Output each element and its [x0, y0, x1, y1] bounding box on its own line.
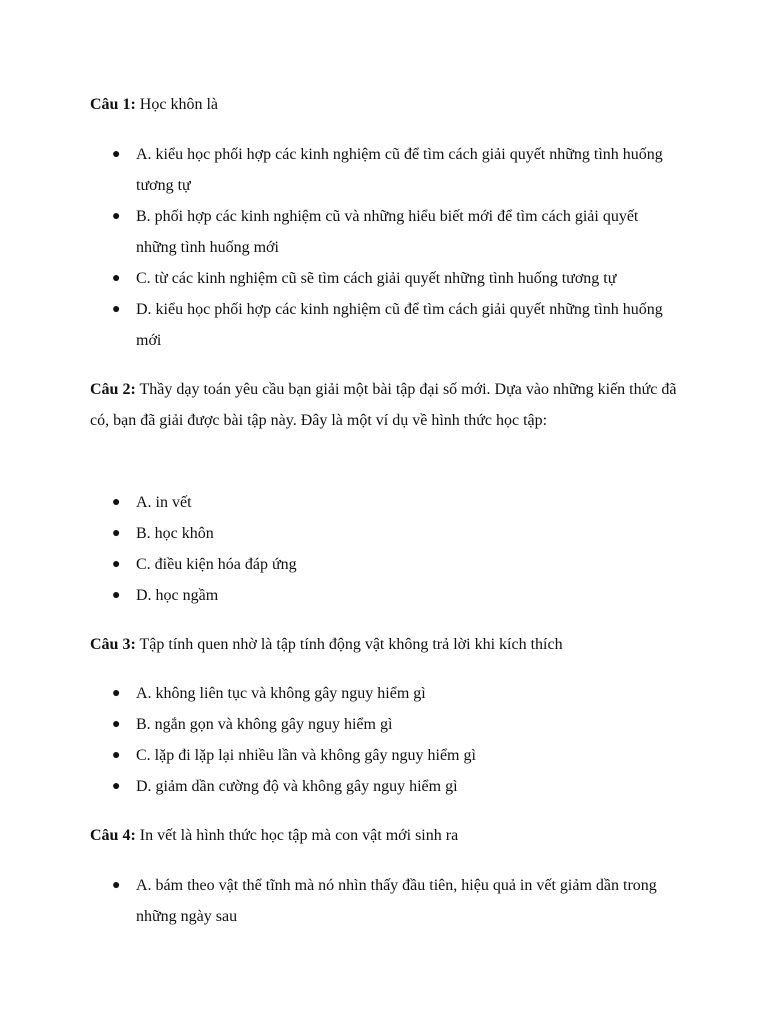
- bullet-icon: ●: [112, 526, 121, 541]
- question-2: [90, 374, 680, 436]
- option-text: A. in vết: [136, 494, 192, 511]
- option-4a: [90, 870, 680, 932]
- bullet-icon: ●: [112, 495, 121, 510]
- bullet-icon: ●: [112, 748, 121, 763]
- bullet-icon: ●: [112, 717, 121, 732]
- question-1-label: Câu 1:: [90, 96, 136, 113]
- bullet-icon: ●: [112, 779, 121, 794]
- option-2a: [90, 487, 680, 518]
- question-3-label: Câu 3:: [90, 636, 136, 653]
- option-text: B. ngắn gọn và không gây nguy hiểm gì: [136, 716, 393, 733]
- bullet-icon: ●: [112, 588, 121, 603]
- question-1: [90, 89, 680, 120]
- option-2c: [90, 549, 680, 580]
- question-4-label: Câu 4:: [90, 827, 136, 844]
- bullet-icon: ●: [112, 557, 121, 572]
- bullet-icon: ●: [112, 878, 121, 893]
- option-3d: [90, 771, 680, 802]
- bullet-icon: ●: [112, 147, 121, 162]
- option-text: D. học ngầm: [136, 587, 219, 604]
- bullet-icon: ●: [112, 302, 121, 317]
- question-2-text: Thầy dạy toán yêu cầu bạn giải một bài tập đại số mới. Dựa vào những kiến thức đã có, bạn đã giải được bài tập này. Đây là một ví dụ về hình thức học tập:: [90, 381, 677, 429]
- option-text: C. từ các kinh nghiệm cũ sẽ tìm cách giải quyết những tình huống tương tự: [136, 270, 617, 287]
- question-4: [90, 820, 680, 851]
- option-text: B. học khôn: [136, 525, 214, 542]
- option-2d: [90, 580, 680, 611]
- option-1c: [90, 263, 680, 294]
- question-4-text: In vết là hình thức học tập mà con vật mới sinh ra: [139, 827, 459, 844]
- question-4-options: [90, 870, 680, 932]
- question-2-label: Câu 2:: [90, 381, 136, 398]
- bullet-icon: ●: [112, 271, 121, 286]
- question-3: [90, 629, 680, 660]
- option-text: D. kiểu học phối hợp các kinh nghiệm cũ để tìm cách giải quyết những tình huống mới: [136, 301, 663, 349]
- bullet-icon: ●: [112, 686, 121, 701]
- option-text: A. không liên tục và không gây nguy hiểm gì: [136, 685, 426, 702]
- bullet-icon: ●: [112, 209, 121, 224]
- option-1d: [90, 294, 680, 356]
- option-3b: [90, 709, 680, 740]
- option-text: A. bám theo vật thể tĩnh mà nó nhìn thấy đầu tiên, hiệu quả in vết giảm dần trong những ngày sau: [136, 877, 657, 925]
- question-1-text: Học khôn là: [139, 96, 218, 113]
- option-text: A. kiểu học phối hợp các kinh nghiệm cũ để tìm cách giải quyết những tình huống tương tự: [136, 146, 663, 194]
- option-text: D. giảm dần cường độ và không gây nguy hiểm gì: [136, 778, 458, 795]
- option-1b: [90, 201, 680, 263]
- option-1a: [90, 139, 680, 201]
- question-2-options: [90, 487, 680, 611]
- question-3-text: Tập tính quen nhờ là tập tính động vật không trả lời khi kích thích: [139, 636, 563, 653]
- question-3-options: [90, 678, 680, 802]
- option-text: C. điều kiện hóa đáp ứng: [136, 556, 297, 573]
- option-2b: [90, 518, 680, 549]
- option-3a: [90, 678, 680, 709]
- question-1-options: [90, 139, 680, 356]
- option-text: B. phối hợp các kinh nghiệm cũ và những hiểu biết mới để tìm cách giải quyết những tình huống mới: [136, 208, 639, 256]
- option-3c: [90, 740, 680, 771]
- option-text: C. lặp đi lặp lại nhiều lần và không gây nguy hiểm gì: [136, 747, 476, 764]
